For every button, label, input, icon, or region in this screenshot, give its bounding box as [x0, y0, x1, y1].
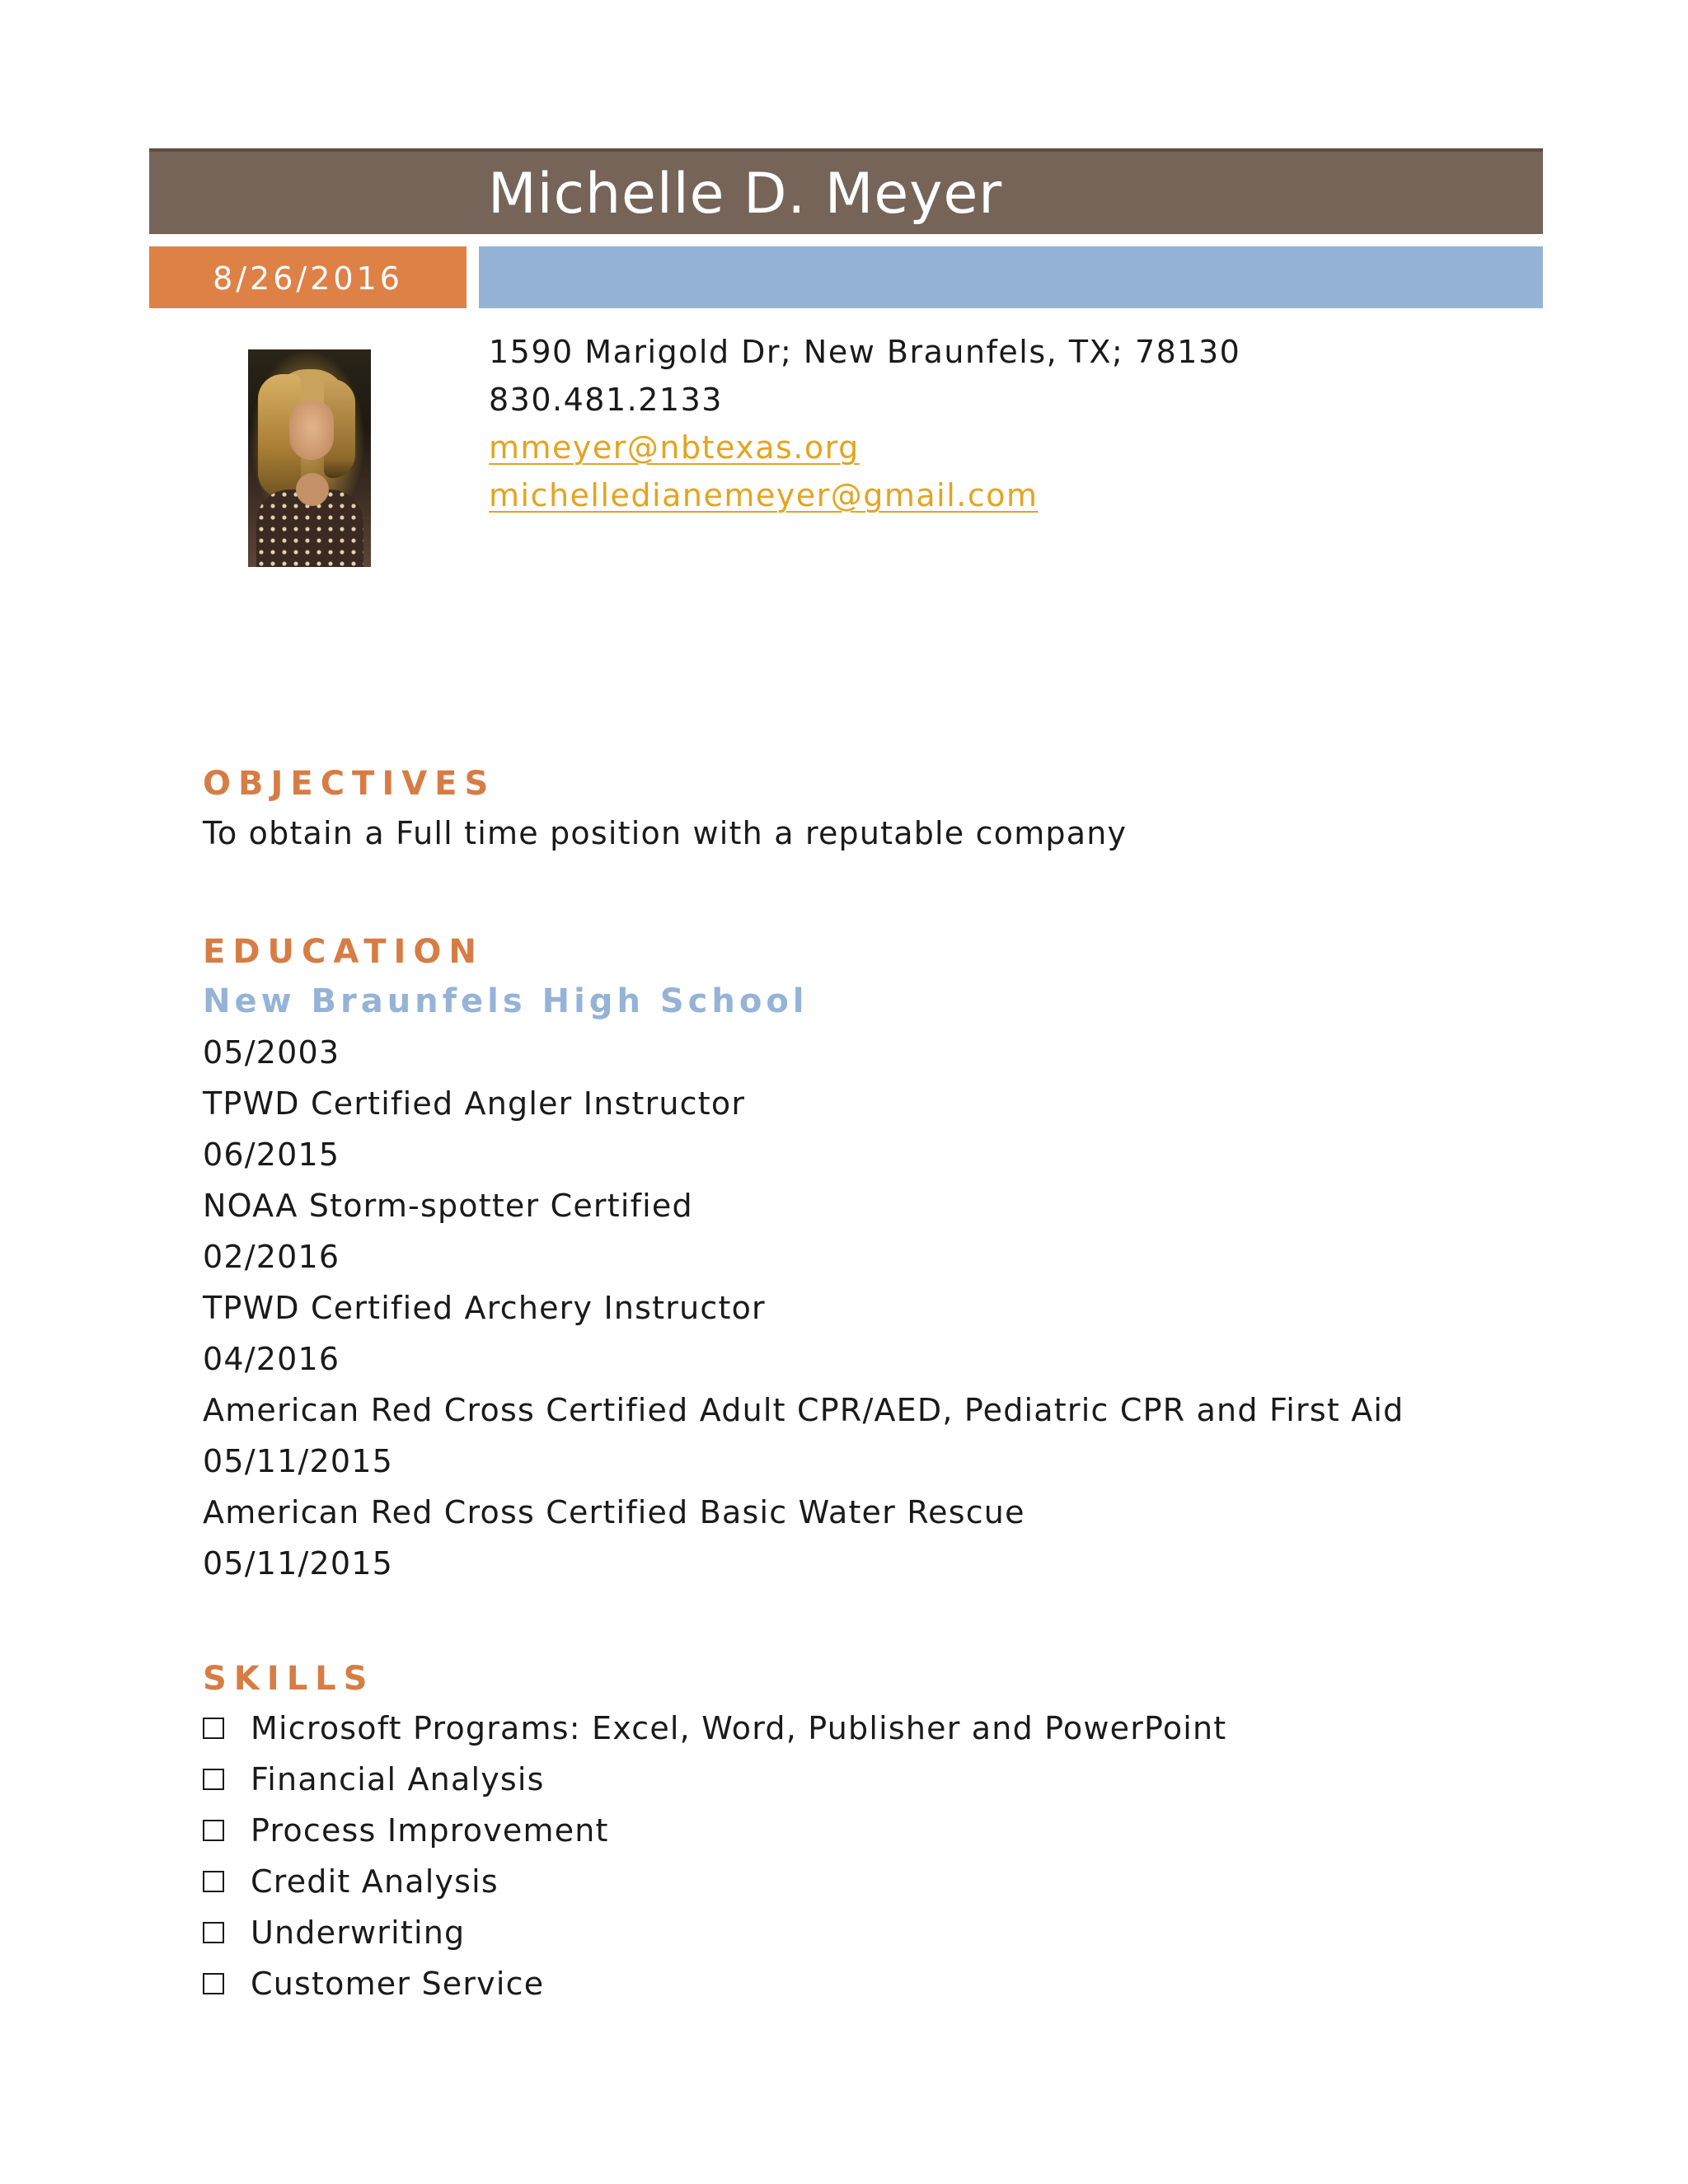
- skills-list: [203, 1703, 1226, 2009]
- skill-item: [203, 1958, 1226, 2009]
- accent-banner: [479, 246, 1543, 308]
- objectives-section: [203, 760, 1127, 859]
- skill-label: Credit Analysis: [251, 1863, 499, 1900]
- candidate-name: Michelle D. Meyer: [488, 162, 1003, 227]
- education-entry: American Red Cross Certified Adult CPR/AED, Pediatric CPR and First Aid: [203, 1392, 1404, 1428]
- skill-label: Underwriting: [251, 1915, 466, 1951]
- skill-item: [203, 1907, 1226, 1958]
- education-entry: TPWD Certified Angler Instructor: [203, 1085, 746, 1122]
- skill-label: Financial Analysis: [251, 1761, 545, 1797]
- personal-email-link[interactable]: michelledianemeyer@gmail.com: [489, 477, 1039, 513]
- education-entry: 02/2016: [203, 1239, 340, 1275]
- education-entry: 04/2016: [203, 1341, 340, 1377]
- education-list: [203, 1027, 1404, 1589]
- checkbox-icon: [203, 1820, 224, 1841]
- skill-item: [203, 1703, 1226, 1754]
- skill-label: Process Improvement: [251, 1812, 609, 1849]
- work-email-link[interactable]: mmeyer@nbtexas.org: [489, 429, 860, 466]
- education-entry: 06/2015: [203, 1137, 340, 1173]
- contact-phone: 830.481.2133: [489, 382, 723, 418]
- photo-face: [289, 401, 334, 460]
- skill-item: [203, 1805, 1226, 1856]
- objectives-heading: OBJECTIVES: [203, 765, 496, 803]
- skill-label: Microsoft Programs: Excel, Word, Publisher and PowerPoint: [251, 1710, 1227, 1746]
- contact-address: 1590 Marigold Dr; New Braunfels, TX; 78130: [489, 334, 1241, 370]
- education-entry: American Red Cross Certified Basic Water Rescue: [203, 1494, 1025, 1530]
- photo-neck: [296, 473, 329, 506]
- education-entry: 05/11/2015: [203, 1545, 394, 1582]
- education-entry: 05/2003: [203, 1034, 340, 1071]
- education-entry: NOAA Storm-spotter Certified: [203, 1188, 693, 1224]
- checkbox-icon: [203, 1769, 224, 1790]
- skill-item: [203, 1754, 1226, 1805]
- skills-section: [203, 1655, 1226, 2009]
- resume-date: 8/26/2016: [213, 260, 403, 297]
- name-banner-edge: [149, 148, 1543, 152]
- education-entry: 05/11/2015: [203, 1443, 394, 1479]
- skills-heading: SKILLS: [203, 1660, 375, 1698]
- checkbox-icon: [203, 1973, 224, 1994]
- profile-photo: [248, 349, 371, 567]
- education-entry: TPWD Certified Archery Instructor: [203, 1290, 766, 1326]
- skill-item: [203, 1856, 1226, 1907]
- checkbox-icon: [203, 1871, 224, 1892]
- education-section: [203, 928, 1404, 1589]
- school-name: New Braunfels High School: [203, 982, 809, 1020]
- objectives-text: To obtain a Full time position with a reputable company: [203, 815, 1128, 851]
- checkbox-icon: [203, 1718, 224, 1739]
- checkbox-icon: [203, 1922, 224, 1943]
- contact-block: [489, 328, 1240, 519]
- skill-label: Customer Service: [251, 1966, 545, 2002]
- education-heading: EDUCATION: [203, 933, 484, 971]
